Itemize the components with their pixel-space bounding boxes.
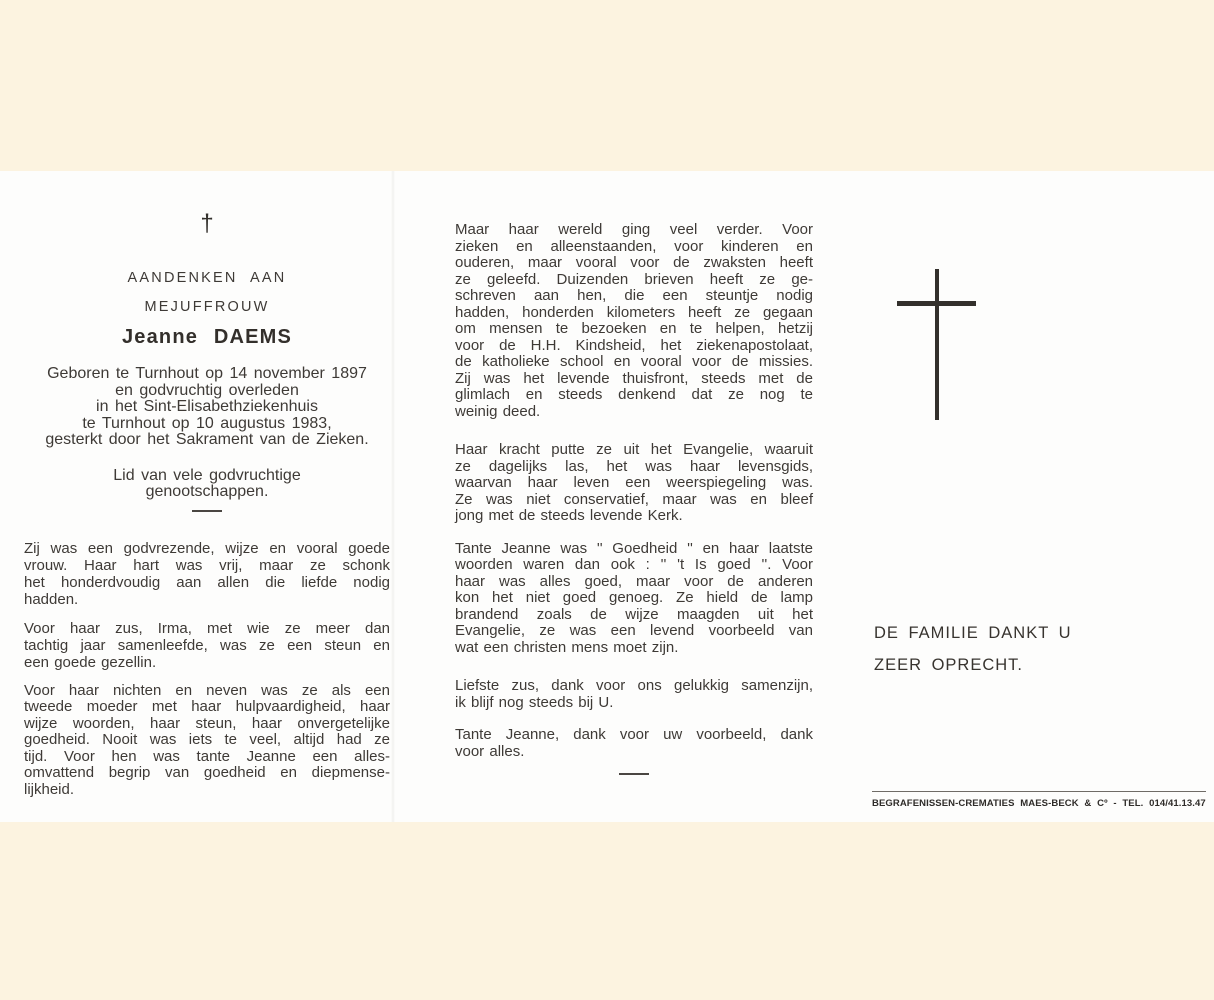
text-line: Tante Jeanne was '' Goedheid '' en haar laatste	[455, 539, 813, 557]
text-line: wijze woorden, haar steun, haar onvergetelijke	[24, 714, 390, 732]
header-aandenken: AANDENKEN AAN	[127, 270, 287, 286]
text-line: schreven aan hen, die een steuntje nodig	[455, 287, 813, 304]
text-line: de katholieke school en vooral voor de missies.	[455, 353, 813, 370]
text-line: tweede moeder met haar hulpvaardigheid, haar	[24, 698, 390, 716]
text-line: waarvan haar leven een weerspiegeling was.	[455, 474, 813, 491]
header-mejuffrouw: MEJUFFROUW	[144, 299, 270, 315]
closing-divider-dash	[619, 773, 649, 775]
text-line: haar was alles goed, maar voor de anderen	[455, 572, 813, 590]
text-line: Voor haar zus, Irma, met wie ze meer dan	[24, 619, 390, 637]
dagger-icon: †	[200, 210, 214, 237]
cross-icon-bar	[897, 301, 976, 306]
text-line: kon het niet goed genoeg. Ze hield de lamp	[455, 589, 813, 606]
text-line: gesterkt door het Sakrament van de Zieken.	[45, 431, 369, 448]
family-thanks-block	[874, 624, 1204, 688]
text-line: Voor haar nichten en neven was ze als een	[24, 681, 390, 699]
text-line: glimlach en steeds denkend dat ze nog te	[455, 386, 813, 403]
family-thanks-line1: DE FAMILIE DANKT U	[874, 624, 1072, 642]
text-line: ze geleefd. Duizenden brieven heeft ze ge-	[455, 270, 813, 288]
text-line: Geboren te Turnhout op 14 november 1897	[47, 365, 367, 382]
text-line: zieken en alleenstaanden, voor kinderen en	[455, 237, 813, 255]
text-line: en godvruchtig overleden	[115, 381, 299, 399]
middle-paragraph-4	[455, 678, 813, 711]
family-thanks-line2: ZEER OPRECHT.	[874, 656, 1024, 674]
text-line: ouderen, maar vooral voor de zwaksten heeft	[455, 254, 813, 271]
middle-paragraph-1	[455, 222, 813, 420]
left-page	[24, 212, 390, 811]
text-line: goedheid. Nooit was iets te veel, altijd had ze	[24, 731, 390, 749]
text-line: tijd. Voor hen was tante Jeanne een alles-	[24, 747, 390, 765]
text-line: jong met de steeds levende Kerk.	[455, 507, 683, 524]
middle-paragraph-3	[455, 541, 813, 657]
bottom-margin-band	[0, 822, 1214, 1000]
text-line: wat een christen mens moet zijn.	[455, 638, 679, 656]
text-line: brandend zoals de wijze maagden uit het	[455, 605, 813, 623]
page-fold-crease	[391, 171, 395, 822]
text-line: om mensen te bezoeken en te helpen, hetzij	[455, 320, 813, 337]
text-line: weinig deed.	[455, 402, 541, 420]
cross-icon	[935, 269, 939, 420]
text-line: ze dagelijks las, het was haar levensgids,	[455, 457, 813, 475]
text-line: Evangelie, ze was een levend voorbeeld van	[455, 622, 813, 639]
middle-paragraph-2	[455, 442, 813, 525]
text-line: hadden, honderden kilometers heeft ze gegaan	[455, 303, 813, 321]
text-line: Zij was het levende thuisfront, steeds met de	[455, 369, 813, 387]
text-line: lijkheid.	[24, 781, 75, 799]
text-line: genootschappen.	[145, 483, 269, 500]
deceased-name: Jeanne DAEMS	[121, 326, 293, 348]
funeral-home-footer: BEGRAFENISSEN-CREMATIES MAES-BECK & Cº - TEL. 014/41.13.47	[872, 798, 1206, 809]
text-line: een goede gezellin.	[24, 653, 157, 671]
text-line: woorden waren dan ook : '' 't Is goed ''. Voor	[455, 556, 813, 573]
middle-page	[455, 222, 813, 775]
text-line: voor alles.	[455, 742, 525, 760]
top-margin-band	[0, 0, 1214, 171]
text-line: Tante Jeanne, dank voor uw voorbeeld, dank	[455, 726, 813, 743]
birth-death-block	[24, 366, 390, 449]
text-line: ik blijf nog steeds bij U.	[455, 693, 614, 711]
text-line: tachtig jaar samenleefde, was ze een steun en	[24, 636, 390, 654]
middle-paragraph-5	[455, 727, 813, 760]
text-line: Maar haar wereld ging veel verder. Voor	[455, 221, 813, 238]
left-paragraph-3	[24, 683, 390, 799]
text-line: Haar kracht putte ze uit het Evangelie, waaruit	[455, 441, 813, 458]
text-line: Ze was niet conservatief, maar was en bleef	[455, 490, 813, 508]
text-line: het honderdvoudig aan allen die liefde nodig	[24, 573, 390, 591]
text-line: vrouw. Haar hart was vrij, maar ze schonk	[24, 556, 390, 574]
text-line: voor de H.H. Kindsheid, het ziekenapostolaat,	[455, 336, 813, 354]
left-paragraph-2	[24, 620, 390, 671]
text-line: hadden.	[24, 590, 79, 608]
left-paragraph-1	[24, 540, 390, 608]
text-line: Liefste zus, dank voor ons gelukkig samenzijn,	[455, 677, 813, 694]
text-line: in het Sint-Elisabethziekenhuis	[96, 398, 318, 415]
text-line: te Turnhout op 10 augustus 1983,	[82, 414, 332, 432]
footer-rule	[872, 791, 1206, 792]
section-divider-dash	[192, 510, 222, 512]
text-line: Lid van vele godvruchtige	[113, 466, 301, 484]
text-line: Zij was een godvrezende, wijze en vooral goede	[24, 539, 390, 557]
membership-block	[24, 468, 390, 501]
text-line: omvattend begrip van goedheid en diepmense-	[24, 764, 390, 782]
